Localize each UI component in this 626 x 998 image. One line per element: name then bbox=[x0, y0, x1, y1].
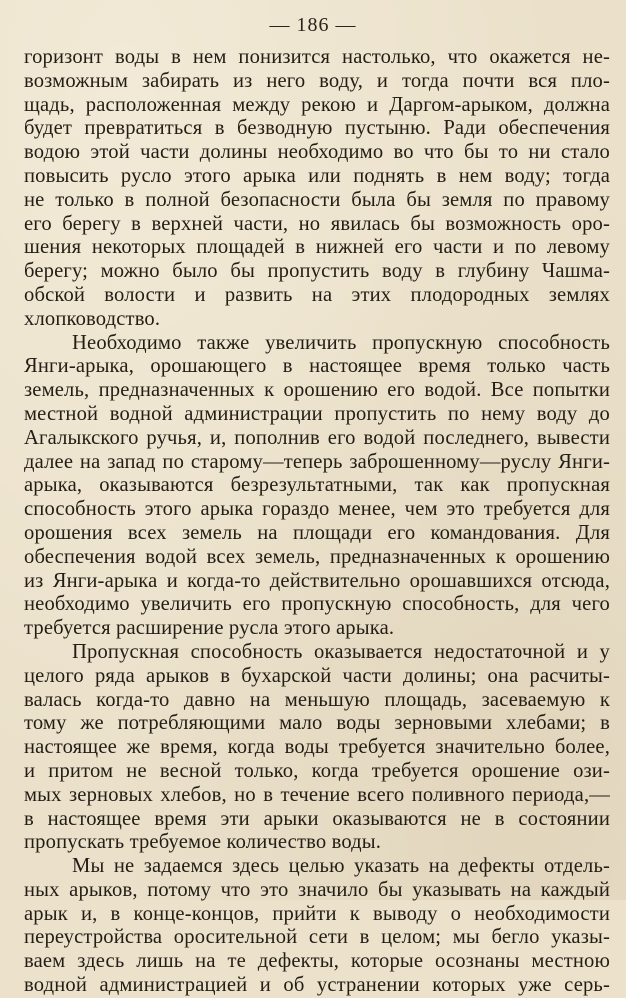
body-text bbox=[24, 46, 610, 998]
text-line: Пропускная способность оказывается недостаточной и у bbox=[72, 640, 610, 663]
text-line: повысить русло этого арыка или поднять в нем воду; тогда bbox=[24, 164, 610, 187]
text-line: способность этого арыка гораздо менее, чем это требуется для bbox=[24, 498, 610, 521]
text-line: хлопководство. bbox=[24, 307, 161, 330]
text-line: возможным забирать из него воду, и тогда почти вся пло- bbox=[24, 69, 610, 92]
text-line: местной водной администрации пропустить по нему воду до bbox=[24, 402, 610, 425]
text-line: Янги-арыка, орошающего в настоящее время только часть bbox=[24, 355, 610, 378]
text-line: Агалыкского ручья, и, пополнив его водой последнего, вывести bbox=[24, 426, 610, 449]
text-line: из Янги-арыка и когда-то действительно орошавшихся отсюда, bbox=[24, 569, 610, 592]
text-line: ных арыков, потому что это значило бы указывать на каждый bbox=[24, 878, 610, 901]
text-line: далее на запад по старому—теперь заброшенному—руслу Янги- bbox=[24, 450, 610, 473]
text-line: обеспечения водой всех земель, предназначенных к орошению bbox=[24, 545, 610, 568]
text-line: щадь, расположенная между рекою и Даргом-арыком, должна bbox=[24, 93, 610, 116]
text-line: шения некоторых площадей в нижней его части и по левому bbox=[24, 236, 610, 259]
text-line: не только в полной безопасности была бы земля по правому bbox=[24, 188, 610, 211]
text-line: арык и, в конце-концов, прийти к выводу о необходимости bbox=[24, 902, 610, 925]
text-line: берегу; можно было бы пропустить воду в глубину Чашма- bbox=[24, 260, 610, 283]
text-line: мых зерновых хлебов, но в течение всего поливного периода,— bbox=[24, 783, 610, 806]
text-line: земель, предназначенных к орошению его водой. Все попытки bbox=[24, 379, 610, 402]
text-line: и притом не весной только, когда требуется орошение ози- bbox=[24, 759, 610, 782]
text-line: требуется расширение русла этого арыка. bbox=[24, 617, 395, 640]
text-line: обской волости и развить на этих плодородных землях bbox=[24, 283, 610, 306]
text-line: валась когда-то давно на меньшую площадь, засеваемую к bbox=[24, 688, 610, 711]
text-line: Необходимо также увеличить пропускную способность bbox=[72, 331, 610, 354]
text-line: орошения всех земель на площади его командования. Для bbox=[24, 521, 610, 544]
text-line: горизонт воды в нем понизится настолько, что окажется не- bbox=[24, 46, 610, 68]
text-line: тому же потребляющими мало воды зерновыми хлебами; в bbox=[24, 712, 610, 735]
text-line: Мы не задаемся здесь целью указать на дефекты отдель- bbox=[72, 855, 610, 878]
paragraph bbox=[24, 332, 610, 641]
text-line: будет превратиться в безводную пустыню. Ради обеспечения bbox=[24, 117, 610, 140]
text-line: водной администрацией и об устранении которых уже серь- bbox=[24, 974, 610, 997]
text-line: его берегу в верхней части, но явилась бы возможность оро- bbox=[24, 212, 610, 235]
paragraph bbox=[24, 641, 610, 855]
text-line: настоящее же время, когда воды требуется значительно более, bbox=[24, 736, 610, 759]
text-line: переустройства оросительной сети в целом; мы бегло указы- bbox=[24, 926, 610, 949]
text-line: необходимо увеличить его пропускную способность, для чего bbox=[24, 593, 610, 616]
text-line: целого ряда арыков в бухарской части долины; она расчиты- bbox=[24, 664, 610, 687]
text-line: арыка, оказываются безрезультатными, так как пропускная bbox=[24, 474, 610, 497]
paragraph bbox=[24, 46, 610, 332]
page-number: — 186 — bbox=[269, 14, 357, 36]
text-line: пропускать требуемое количество воды. bbox=[24, 831, 382, 854]
text-line: в настоящее время эти арыки оказываются не в состоянии bbox=[24, 807, 610, 830]
text-line: ваем здесь лишь на те дефекты, которые осознаны местною bbox=[24, 950, 610, 973]
paragraph bbox=[24, 855, 610, 998]
text-line: водою этой части долины необходимо во что бы то ни стало bbox=[24, 141, 610, 164]
